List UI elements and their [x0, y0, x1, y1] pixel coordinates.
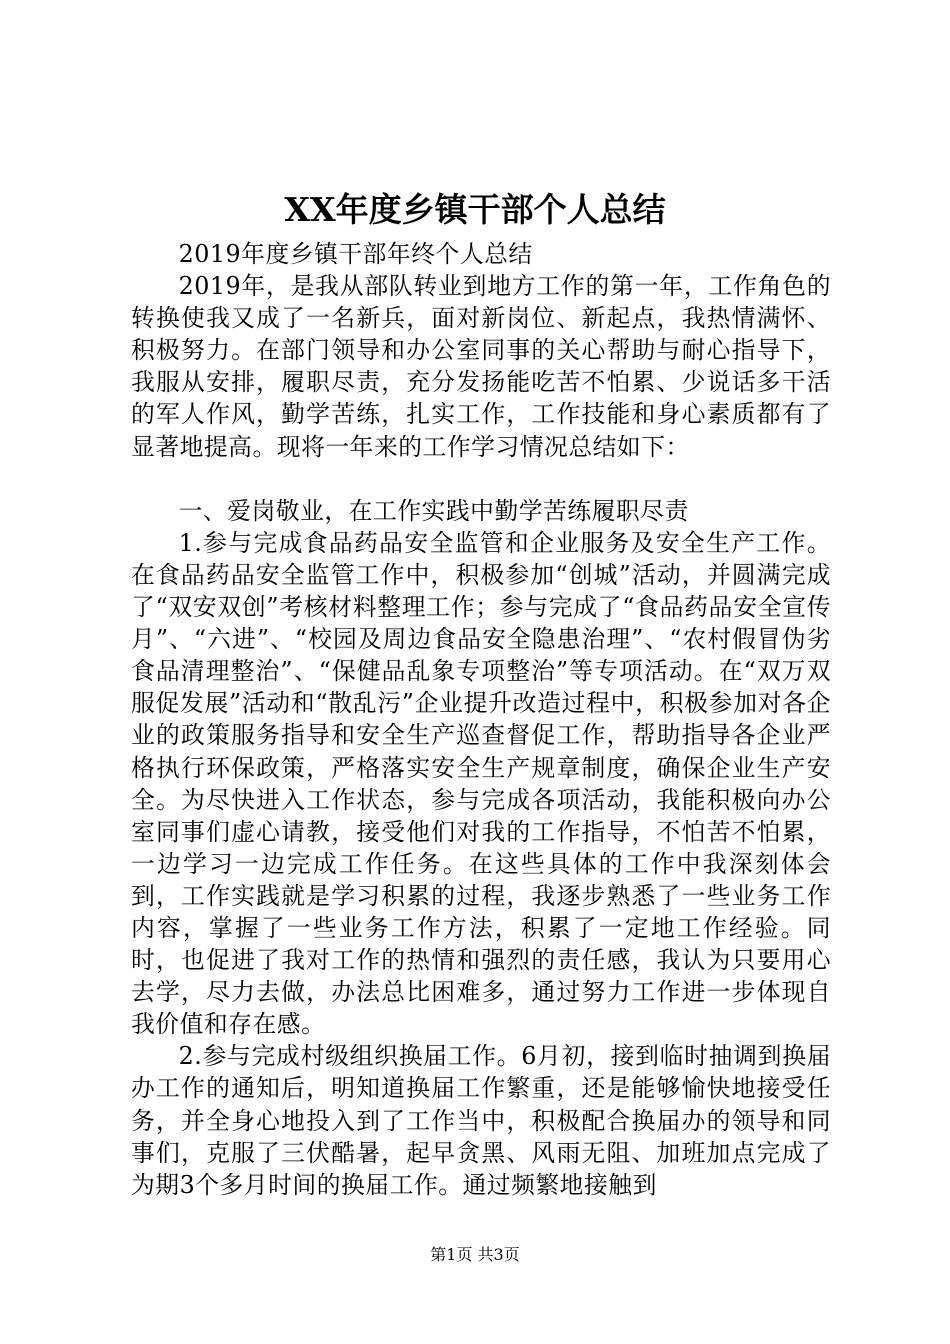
intro-paragraph: 2019年，是我从部队转业到地方工作的第一年，工作角色的转换使我又成了一名新兵，面对新岗位、新起点，我热情满怀、积极努力。在部门领导和办公室同事的关心帮助与耐心指导下，我服从安排，履职尽责，充分发扬能吃苦不怕累、少说话多干活的军人作风，勤学苦练，扎实工作，工作技能和身心素质都有了显著地提高。现将一年来的工作学习情况总结如下：	[131, 272, 831, 461]
document-body	[131, 238, 831, 1201]
page-footer: 第1页 共3页	[430, 1245, 520, 1264]
subtitle-paragraph: 2019年度乡镇干部年终个人总结	[178, 240, 533, 268]
item-paragraph-1: 1.参与完成食品药品安全监管和企业服务及安全生产工作。在食品药品安全监管工作中，积极参加“创城”活动，并圆满完成了“双安双创”考核材料整理工作；参与完成了“食品药品安全宣传月”、“六进”、“校园及周边食品安全隐患治理”、“农村假冒伪劣食品清理整治”、“保健品乱象专项整治”等专项活动。在“双万双服促发展”活动和“散乱污”企业提升改造过程中，积极参加对各企业的政策服务指导和安全生产巡查督促工作，帮助指导各企业严格执行环保政策，严格落实安全生产规章制度，确保企业生产安全。为尽快进入工作状态，参与完成各项活动，我能积极向办公室同事们虚心请教，接受他们对我的工作指导，不怕苦不怕累，一边学习一边完成工作任务。在这些具体的工作中我深刻体会到，工作实践就是学习积累的过程，我逐步熟悉了一些业务工作内容，掌握了一些业务工作方法，积累了一定地工作经验。同时，也促进了我对工作的热情和强烈的责任感，我认为只要用心去学，尽力去做，办法总比困难多，通过努力工作进一步体现自我价值和存在感。	[131, 528, 831, 1039]
document-title: XX年度乡镇干部个人总结	[284, 190, 666, 229]
item-paragraph-2: 2.参与完成村级组织换届工作。6月初，接到临时抽调到换届办工作的通知后，明知道换届工作繁重，还是能够愉快地接受任务，并全身心地投入到了工作当中，积极配合换届办的领导和同事们，克服了三伏酷暑，起早贪黑、风雨无阻、加班加点完成了为期3个多月时间的换届工作。通过频繁地接触到	[131, 1042, 831, 1199]
section-heading-1: 一、爱岗敬业，在工作实践中勤学苦练履职尽责	[178, 496, 689, 525]
paragraph-spacer	[131, 463, 831, 495]
